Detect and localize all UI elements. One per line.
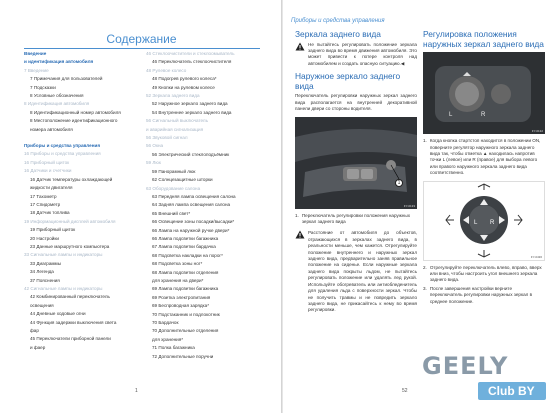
image-tag: FY-0436	[530, 254, 542, 259]
toc-entry[interactable]: 19 Приборный щиток	[30, 227, 76, 233]
content-column-b	[423, 30, 545, 305]
knob-diagram-image	[423, 181, 545, 261]
toc-entry[interactable]: 69 Розетка электропитания	[152, 294, 211, 300]
toc-entry[interactable]: 68 Лампа подсветки отделения	[152, 269, 219, 275]
toc-entry[interactable]: 59 Панорамный люк	[152, 168, 196, 174]
step-text: После завершения настройки верните переключатель регулировки наружных зеркал в среднее положение.	[429, 285, 533, 304]
heading-mirrors: Зеркала заднего вида	[295, 29, 381, 39]
step-3	[423, 286, 545, 305]
toc-entry[interactable]: 68 Подсветка зоны ног*	[152, 261, 203, 267]
warning-text: Не пытайтесь регулировать положение зеркала заднего вида во время движения автомобиля. Это может привести к потере контроля над автомобилем и создать опасную ситуацию.◀	[308, 41, 417, 66]
toc-entry[interactable]: 56 Сигнальный выключатель	[146, 118, 208, 124]
toc-entry[interactable]: 66 Лампа подсветки багажника	[152, 235, 219, 241]
toc-entry[interactable]: 37 Пояснения	[30, 277, 60, 283]
toc-entry[interactable]: 72 Дополнительные поручни	[152, 353, 214, 359]
toc-entry[interactable]: 20 Настройки	[30, 235, 59, 241]
toc-entry[interactable]: 16 Приборный щиток	[24, 159, 70, 165]
list-item-1	[295, 213, 417, 226]
knob-illustration	[423, 52, 545, 134]
toc-entry[interactable]: 70 Дополнительные отделения	[152, 328, 219, 334]
toc-entry[interactable]: освещения	[30, 302, 54, 308]
step-number: 1.	[423, 138, 427, 144]
toc-entry[interactable]: 16 Датчик температуры охлаждающей	[30, 176, 113, 182]
content-page	[283, 0, 550, 413]
toc-entry[interactable]: 7 Введение	[24, 67, 49, 73]
toc-entry[interactable]: для хранения*	[152, 336, 184, 342]
toc-entry[interactable]: 34 Легенда	[30, 269, 54, 275]
toc-entry[interactable]: 67 Лампа подсветки бардачка	[152, 244, 216, 250]
toc-entry[interactable]: и идентификация автомобиля	[24, 59, 94, 65]
toc-entry[interactable]: 16 Датчики и счетчики	[24, 168, 72, 174]
label-l: L	[449, 112, 453, 119]
toc-entry[interactable]: 7 Подсказки	[30, 84, 56, 90]
page-number-left: 1	[135, 388, 138, 394]
toc-entry[interactable]: 42 Сигнальные лампы и индикаторы	[24, 285, 103, 291]
toc-entry[interactable]: 54 Внутреннее зеркало заднего вида	[152, 109, 232, 115]
toc-entry[interactable]: 56 Окна	[146, 143, 164, 149]
step-2	[423, 265, 545, 284]
toc-entry[interactable]: 48 Рулевое колесо	[146, 67, 187, 73]
toc-entry[interactable]: 59 Люк	[146, 160, 161, 166]
knob-diagram-illustration	[424, 182, 544, 260]
door-panel-image	[295, 117, 417, 209]
warning-text-2: Расстояние от автомобиля до объектов, отражающихся в зеркалах заднего вида, в реальности меньше, чем кажется. Отрегулируйте положение внутреннего и наружных зеркал заднего вида, предварительно заняв правильное положение на сиденье. Если наружные зеркала заднего вида покрыты льдом, не пытайтесь регулировать положение или удалять лед рукой. Используйте обогреватель или антиобледенитель для удаления льда с поверхности зеркал. Чтобы не получить травмы и не повредить зеркало заднего вида, не прикасайтесь к нему во время регулировки.	[308, 230, 417, 313]
page-number-right: 52	[402, 388, 408, 394]
page-header: Приборы и средства управления	[291, 18, 385, 24]
toc-entry[interactable]: 8 Местоположение идентификационного	[30, 118, 118, 124]
outer-mirror-text: Переключатель регулировки наружных зеркал заднего вида располагается на внутренней декоративной панели двери со стороны водителя.	[295, 93, 417, 112]
toc-entry[interactable]: 62 Солнцезащитные шторки	[152, 177, 213, 183]
toc-entry[interactable]: 66 Лампа на наружной ручке двери*	[152, 227, 230, 233]
image-tag: FY-0132	[531, 129, 543, 134]
image-tag: FY-0133	[403, 203, 415, 208]
toc-column-2	[146, 50, 266, 361]
toc-entry[interactable]: 66 Освещение зоны посадки/высадки*	[152, 219, 235, 225]
toc-entry[interactable]: 70 Бардачок	[152, 320, 179, 325]
step-number: 2.	[423, 264, 427, 270]
toc-entry[interactable]: 48 Подогрев рулевого колеса*	[152, 76, 217, 82]
toc-entry[interactable]: 68 Подсветка накладки на порог*	[152, 252, 223, 258]
toc-entry[interactable]: 42 Комбинированный переключатель	[30, 294, 110, 300]
logo-badge-text: Club BY	[488, 384, 535, 398]
toc-entry[interactable]: 63 Передняя лампа освещения салона	[152, 193, 236, 199]
toc-entry[interactable]: 64 Задняя лампа освещения салона	[152, 202, 231, 208]
toc-entry[interactable]: 17 Спидометр	[30, 201, 61, 207]
list-number: 1.	[295, 212, 299, 218]
warning-icon	[295, 230, 305, 239]
toc-entry[interactable]: 23 Данные маршрутного компьютера	[30, 243, 110, 249]
toc-entry[interactable]: 8 Идентификация автомобиля	[24, 101, 90, 107]
step-1	[423, 138, 545, 176]
heading-adjust: Регулировка положения наружных зеркал заднего вида	[423, 29, 544, 49]
callout-1: 1	[395, 179, 403, 187]
toc-entry[interactable]: 17 Тахометр	[30, 193, 57, 199]
door-panel-illustration	[295, 117, 417, 209]
toc-entry[interactable]: 19 Информационный дисплей автомобиля	[24, 218, 116, 224]
toc-entry[interactable]: 69 Лампа подсветки багажника	[152, 286, 219, 292]
step-text: Когда кнопка стартстоп находится в положении ON, поверните регулятор наружного зеркала заднего вида так, чтобы отметка ▲ находилась напротив точки L (левое) или R (правое) для выбора левого или правого наружного зеркала заднего вида соответственно.	[429, 138, 541, 176]
toc-entry[interactable]: 33 Сигнальные лампы и индикаторы	[24, 252, 103, 258]
diagram-label-r: R	[490, 219, 495, 226]
list-text: Переключатель регулировки положения наружных зеркал заднего вида	[301, 212, 411, 225]
toc-entry	[24, 134, 136, 142]
diagram-label-l: L	[474, 219, 478, 226]
heading-outer-mirror: Наружное зеркало заднего вида	[295, 71, 401, 91]
toc-entry[interactable]: 33 Диаграммы	[30, 260, 62, 266]
warning-block-2	[295, 230, 417, 313]
toc-entry[interactable]: 56 Звуковой сигнал	[146, 135, 188, 141]
toc-entry[interactable]: 8 Идентификационный номер автомобиля	[30, 109, 121, 115]
toc-entry[interactable]: 71 Полка багажника	[152, 345, 195, 351]
step-text: Отрегулируйте переключатель влево, вправо, вверх или вниз, чтобы настроить угол внешнего зеркала заднего вида.	[429, 264, 542, 283]
toc-entry[interactable]: 18 Датчик топлива	[30, 210, 70, 216]
toc-entry[interactable]: 8 Условные обозначения	[30, 93, 84, 99]
toc-entry[interactable]: 69 Беспроводная зарядка*	[152, 303, 210, 309]
toc-column-1	[24, 50, 136, 352]
toc-entry[interactable]: 63 Оборудование салона	[146, 185, 201, 191]
toc-entry[interactable]: Введение	[24, 51, 47, 56]
step-number: 3.	[423, 285, 427, 291]
logo-badge	[478, 382, 546, 400]
toc-entry[interactable]: 56 Электрический стеклоподъёмник	[152, 151, 230, 157]
toc-entry[interactable]: 46 Стеклоочистители и стеклоомыватель	[146, 51, 235, 56]
toc-entry[interactable]: и фаер	[30, 344, 46, 350]
logo-brand: GEELY	[422, 352, 509, 380]
toc-entry[interactable]: номера автомобиля	[30, 126, 73, 132]
toc-entry[interactable]: 45 Переключатели приборной панели	[30, 336, 111, 342]
toc-divider	[24, 48, 260, 49]
warning-block	[295, 42, 417, 68]
toc-entry[interactable]: и аварийная сигнализация	[146, 126, 204, 132]
warning-icon	[295, 42, 305, 51]
label-r: R	[481, 112, 486, 119]
toc-entry[interactable]: 49 Кнопки на рулевом колесе	[152, 84, 215, 90]
toc-entry[interactable]: 46 Переключатель стеклоочистителя	[152, 59, 232, 65]
toc-entry[interactable]: 7 Примечания для пользователей	[30, 76, 103, 82]
toc-entry[interactable]: 44 Дневные ходовые огни	[30, 311, 86, 317]
toc-entry[interactable]: жидкости двигателя	[30, 185, 73, 191]
content-column-a	[295, 30, 417, 314]
toc-entry[interactable]: 52 Зеркала заднего вида	[146, 93, 200, 99]
toc-entry[interactable]: фар	[30, 328, 39, 333]
toc-entry[interactable]: 44 Функция задержки выключения света	[30, 319, 117, 325]
toc-entry[interactable]: 70 Подстаканник и подлокотник	[152, 311, 220, 317]
mirror-knob-image	[423, 52, 545, 134]
toc-entry[interactable]: Приборы и средства управления	[24, 143, 100, 149]
geely-club-logo	[422, 352, 548, 410]
toc-entry[interactable]: 52 Наружное зеркало заднего вида	[152, 101, 228, 107]
toc-entry[interactable]: 16 Приборы и средства управления	[24, 151, 101, 157]
toc-entry[interactable]: 65 Внешний свет*	[152, 210, 191, 216]
toc-entry[interactable]: для хранения на двери*	[152, 277, 204, 283]
toc-title: Содержание	[106, 32, 177, 46]
